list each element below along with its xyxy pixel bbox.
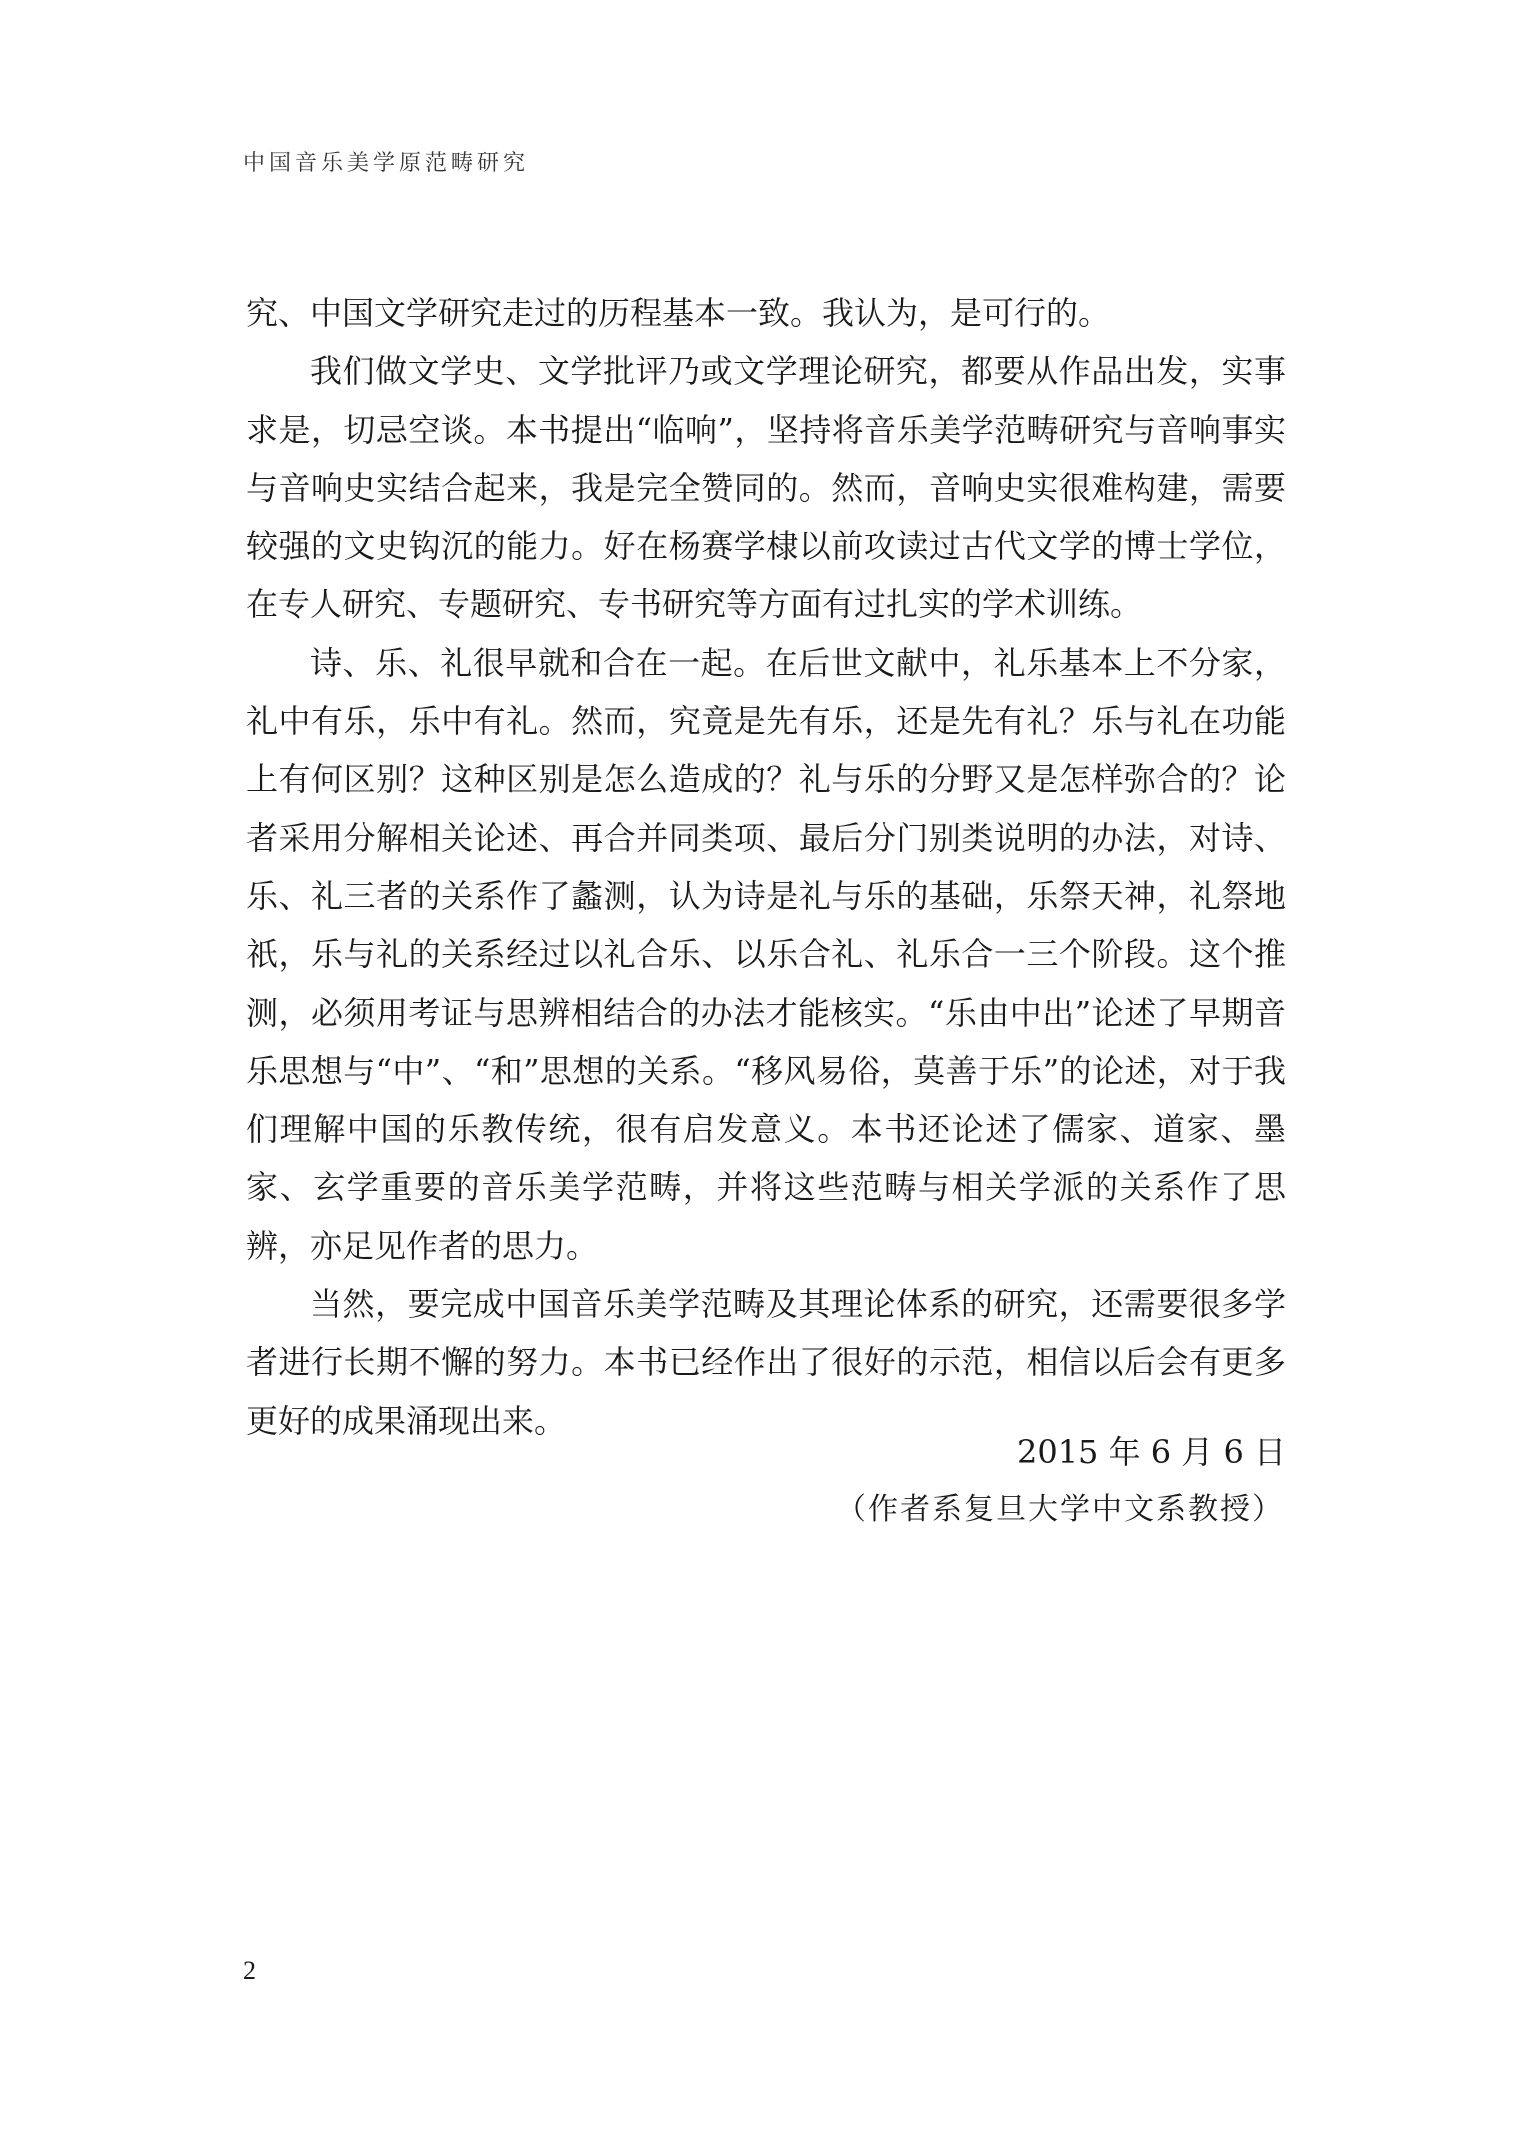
paragraph-continuation: 究、中国文学研究走过的历程基本一致。我认为，是可行的。 (246, 294, 1111, 332)
paragraph: 当然，要完成中国音乐美学范畴及其理论体系的研究，还需要很多学者进行长期不懈的努力。本书已经作出了很好的示范，相信以后会有更多更好的成果涌现出来。 (246, 1285, 1286, 1440)
paragraph: 诗、乐、礼很早就和合在一起。在后世文献中，礼乐基本上不分家，礼中有乐，乐中有礼。然而，究竟是先有乐，还是先有礼？乐与礼在功能上有何区别？这种区别是怎么造成的？礼与乐的分野又是怎样弥合的？论者采用分解相关论述、再合并同类项、最后分门别类说明的办法，对诗、乐、礼三者的关系作了蠡测，认为诗是礼与乐的基础，乐祭天神，礼祭地祇，乐与礼的关系经过以礼合乐、以乐合礼、礼乐合一三个阶段。这个推测，必须用考证与思辨相结合的办法才能核实。“乐由中出”论述了早期音乐思想与“中”、“和”思想的关系。“移风易俗，莫善于乐”的论述，对于我们理解中国的乐教传统，很有启发意义。本书还论述了儒家、道家、墨家、玄学重要的音乐美学范畴，并将这些范畴与相关学派的关系作了思辨，亦足见作者的思力。 (246, 643, 1286, 1265)
running-head: 中国音乐美学原范畴研究 (243, 151, 530, 176)
body-text (246, 284, 1286, 1450)
page-number: 2 (243, 1956, 256, 1985)
paragraph: 我们做文学史、文学批评乃或文学理论研究，都要从作品出发，实事求是，切忌空谈。本书提出“临响”，坚持将音乐美学范畴研究与音响事实与音响史实结合起来，我是完全赞同的。然而，音响史实很难构建，需要较强的文史钩沉的能力。好在杨赛学棣以前攻读过古代文学的博士学位，在专人研究、专题研究、专书研究等方面有过扎实的学术训练。 (246, 352, 1286, 624)
author-note: （作者系复旦大学中文系教授） (836, 1492, 1284, 1527)
signature-date: 2015 年 6 月 6 日 (1016, 1433, 1286, 1471)
